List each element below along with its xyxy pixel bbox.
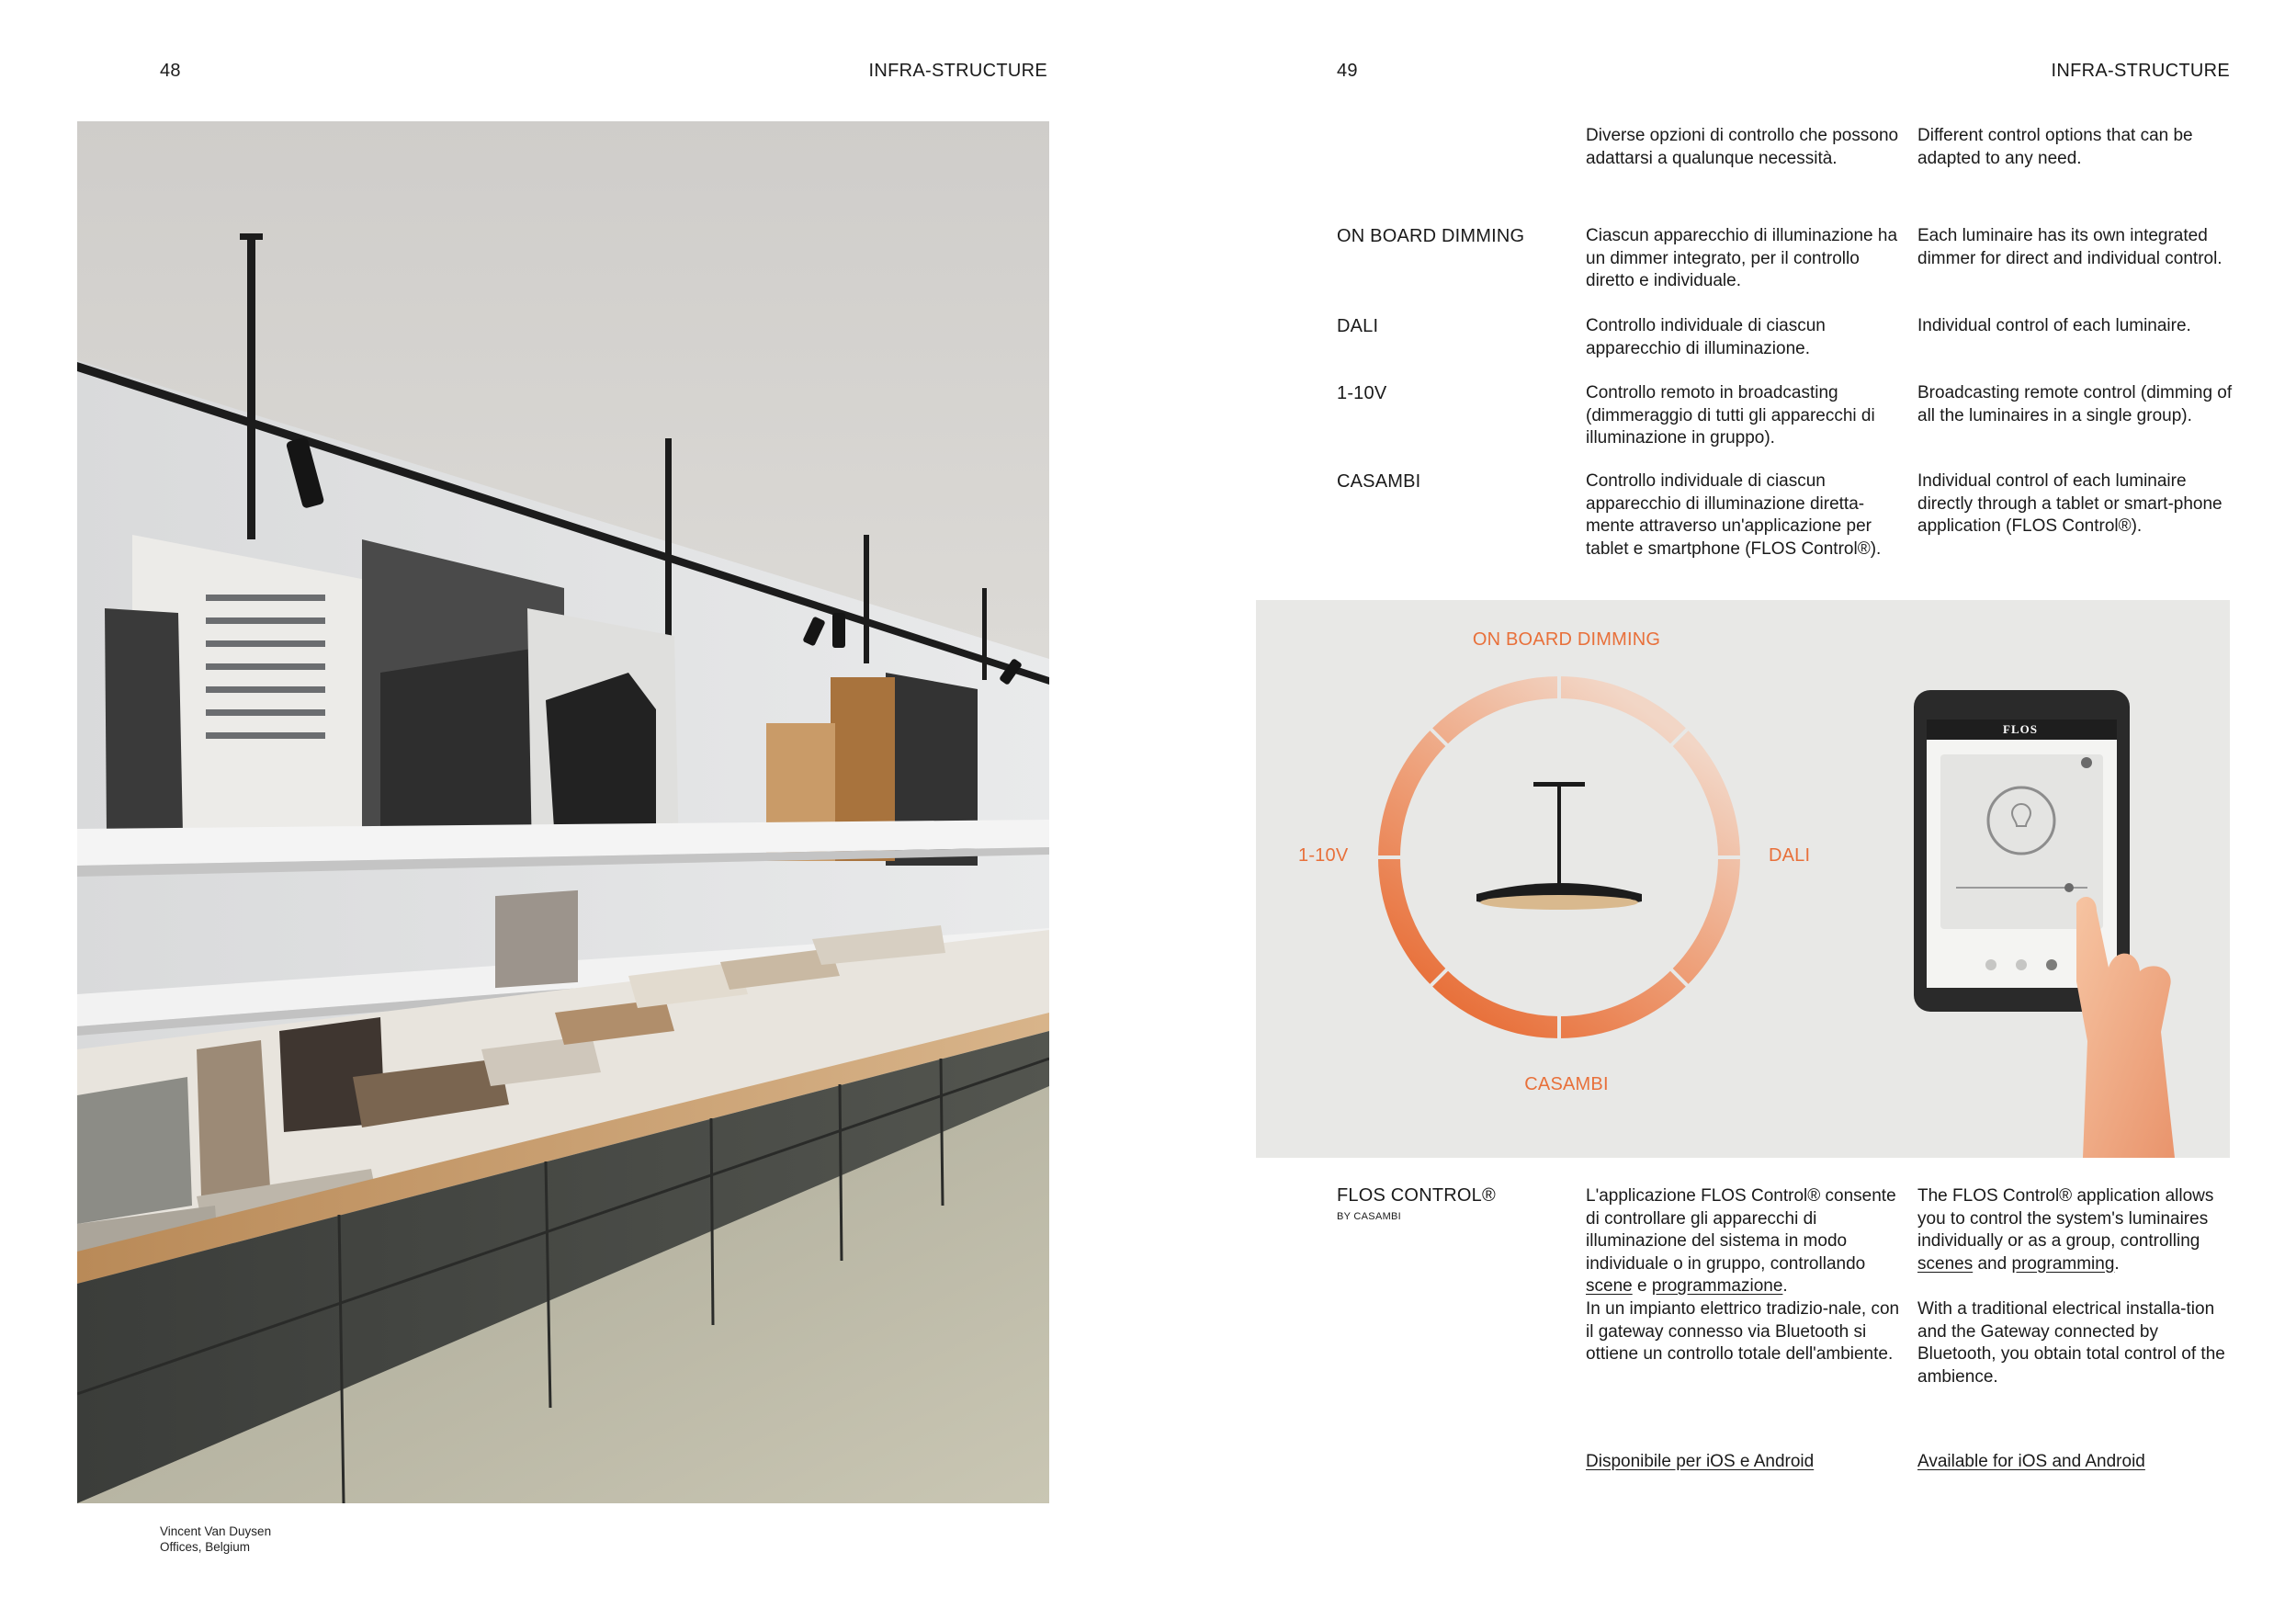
desc-en-1-10v: Broadcasting remote control (dimming of all the luminaires in a single group). [1917,383,2233,425]
flos-control-subtitle: BY CASAMBI [1337,1211,1402,1222]
desc-it-casambi: Controllo individuale di ciascun apparecchio di illuminazione diretta-mente attraverso un'applicazione per tablet e smartphone (FLOS Control®). [1586,471,1882,559]
desc-en-casambi: Individual control of each luminaire directly through a tablet or smart-phone application (FLOS Control®). [1917,471,2222,536]
tablet-logo: FLOS [2003,722,2038,736]
diagram-label-casambi: CASAMBI [1524,1074,1609,1094]
programmazione-link[interactable]: programmazione [1651,1276,1783,1296]
flos-it-end: . [1782,1276,1788,1296]
flos-control-term: FLOS CONTROL® [1337,1185,1496,1206]
diagram-label-1-10v: 1-10V [1298,845,1349,866]
flos-it-and: e [1636,1276,1647,1296]
scenes-link[interactable]: scenes [1917,1253,1974,1274]
desc-it-dali: Controllo individuale di ciascun apparecchio di illuminazione. [1586,316,1826,358]
desc-it-on-board-dimming: Ciascun apparecchio di illuminazione ha un dimmer integrato, per il controllo diretto e individuale. [1586,226,1898,290]
desc-en-on-board-dimming: Each luminaire has its own integrated dimmer for direct and individual control. [1917,226,2222,268]
intro-it: Diverse opzioni di controllo che possono adattarsi a qualunque necessità. [1586,126,1899,168]
diagram-label-on-board-dimming: ON BOARD DIMMING [1472,629,1661,650]
intro-en: Different control options that can be adapted to any need. [1917,126,2193,168]
desc-it-1-10v: Controllo remoto in broadcasting (dimmeraggio di tutti gli apparecchi di illuminazione in gruppo). [1586,383,1875,447]
flos-control-it-paragraph-1 [1586,1185,1907,1298]
flos-en-text-a: The FLOS Control® application allows you to control the system's luminaires individually or as a group, controlling [1917,1186,2214,1251]
term-dali: DALI [1337,316,1379,336]
control-options-diagram [1256,600,2230,1158]
caption-line-1: Vincent Van Duysen [160,1524,272,1538]
office-interior-photo [77,121,1049,1503]
flos-control-en-paragraph-2: With a traditional electrical installa-tion and the Gateway connected by Bluetooth, you obtain total control of the ambience. [1917,1299,2225,1387]
desc-en-dali: Individual control of each luminaire. [1917,316,2191,335]
flos-it-text-a: L'applicazione FLOS Control® consente di controllare gli apparecchi di illuminazione del sistema in modo individuale o in gruppo, controllando [1586,1186,1896,1274]
flos-control-en-paragraph-1 [1917,1185,2234,1275]
caption-line-2: Offices, Belgium [160,1540,251,1554]
available-ios-android-it-link[interactable]: Disponibile per iOS e Android [1586,1452,1815,1471]
flos-en-and: and [1977,1253,2008,1274]
scene-link[interactable]: scene [1586,1276,1633,1296]
term-on-board-dimming: ON BOARD DIMMING [1337,226,1525,246]
section-title-right: INFRA-STRUCTURE [2051,61,2230,81]
flos-control-it-paragraph-2: In un impianto elettrico tradizio-nale, con il gateway connesso via Bluetooth si ottiene un controllo totale dell'ambiente. [1586,1299,1900,1364]
flos-en-end: . [2114,1253,2120,1274]
term-1-10v: 1-10V [1337,383,1387,403]
programming-link[interactable]: programming [2011,1253,2115,1274]
pendant-lamp-icon [1476,782,1642,910]
section-title-left: INFRA-STRUCTURE [868,61,1047,81]
page-number-left: 48 [160,61,181,81]
page-number-right: 49 [1337,61,1358,81]
available-ios-android-en-link[interactable]: Available for iOS and Android [1917,1452,2145,1471]
diagram-label-dali: DALI [1769,845,1811,866]
term-casambi: CASAMBI [1337,471,1421,492]
photo-caption [160,1524,271,1555]
